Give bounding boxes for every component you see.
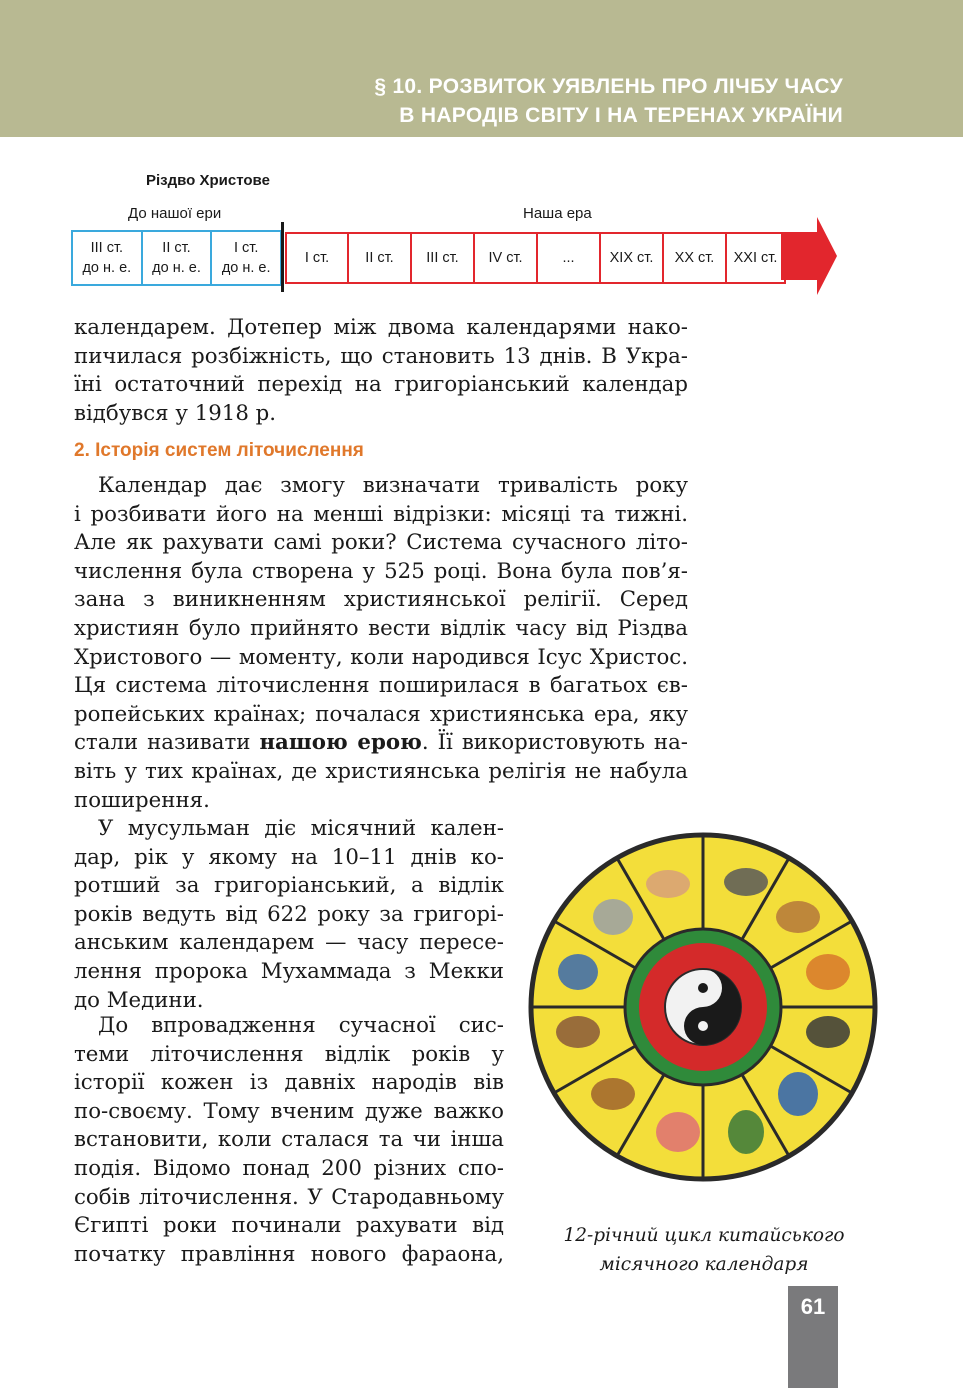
text-line: зана з виникненням християнської релігії. Серед: [74, 587, 688, 613]
text-line: теми літочислення відлік років у: [74, 1041, 504, 1067]
paragraph-era-system: [74, 472, 688, 815]
text-line: Єгипті роки починали рахувати від: [74, 1213, 504, 1239]
chinese-zodiac-wheel-illustration: [528, 832, 878, 1182]
chapter-title-line-2: В НАРОДІВ СВІТУ І НА ТЕРЕНАХ УКРАЇНИ: [399, 104, 843, 127]
paragraph-calendar-difference: [74, 314, 688, 428]
text-line: лення пророка Мухаммада з Мекки: [74, 958, 504, 984]
timeline-bc-suffix: до н. е.: [221, 260, 271, 276]
timeline-ad-cell: ...: [538, 234, 601, 282]
text-line: Ця система літочислення поширилася в багатьох єв-: [74, 673, 688, 699]
text-line: числення була створена у 525 році. Вона була пов’я-: [74, 558, 688, 584]
timeline-bc-cell: [73, 232, 143, 284]
text-line: їні остаточний перехід на григоріанський календар: [74, 372, 688, 398]
text-line: до Медини.: [74, 987, 204, 1013]
section-title: 2. Історія систем літочислення: [74, 440, 364, 461]
timeline-ad-cell: XXI ст.: [733, 250, 778, 266]
text-line: анським календарем — часу пересе-: [74, 930, 504, 956]
text-line: дар, рік у якому на 10–11 днів ко-: [74, 844, 504, 870]
timeline-bc-cell: [143, 232, 213, 284]
text-line: Календар дає змогу визначати тривалість року: [98, 473, 688, 498]
timeline-bc-suffix: до н. е.: [82, 260, 132, 276]
timeline-bc-century: I ст.: [233, 240, 259, 256]
text-line: пичилася розбіжність, що становить 13 днів. В Укра-: [74, 343, 688, 369]
timeline-ad-cell: I ст.: [287, 234, 349, 282]
text-line: Христового — моменту, коли народився Ісус Христос.: [74, 644, 688, 670]
text-line: початку правління нового фараона,: [74, 1241, 504, 1267]
timeline-bc-label: До нашої ери: [128, 205, 222, 222]
text-line: встановити, коли сталася та чи інша: [74, 1127, 504, 1153]
timeline-bc-century: II ст.: [162, 240, 191, 256]
caption-line: місячного календаря: [599, 1254, 809, 1275]
timeline-ad-group: [285, 232, 786, 284]
figure-caption: [545, 1221, 863, 1279]
chapter-title: [374, 72, 843, 130]
text-line: календарем. Дотепер між двома календарями нако-: [74, 315, 688, 340]
text-line: У мусульман діє місячний кален-: [98, 816, 504, 841]
paragraph-ancient-systems: [74, 1012, 504, 1269]
text-span: . Її використовують на-: [421, 730, 688, 756]
timeline-divider: [281, 222, 284, 292]
text-line: історії кожен із давніх народів вів: [74, 1070, 504, 1096]
text-line: по-своєму. Тому вченим дуже важко: [74, 1098, 504, 1124]
timeline-bc-cell: [212, 232, 280, 284]
text-line: ротший за григоріанський, а відлік: [74, 873, 504, 899]
timeline-ad-label: Наша ера: [523, 205, 592, 222]
chapter-header: [0, 0, 963, 137]
text-line: віть у тих країнах, де християнська релігія не набула: [74, 758, 688, 784]
timeline-ad-cell: XX ст.: [664, 234, 727, 282]
timeline-bc-suffix: до н. е.: [152, 260, 201, 276]
timeline-birth-label: Різдво Христове: [146, 172, 270, 189]
text-line: поширення.: [74, 787, 210, 813]
text-line: Але як рахувати самі роки? Система сучасного літо-: [74, 530, 688, 556]
text-line: подія. Відомо понад 200 різних спо-: [74, 1155, 504, 1181]
text-line: До впровадження сучасної сис-: [98, 1013, 504, 1038]
page-number-tab: [788, 1286, 838, 1388]
chapter-title-line-1: § 10. РОЗВИТОК УЯВЛЕНЬ ПРО ЛІЧБУ ЧАСУ: [374, 75, 843, 98]
timeline-ad-cell: III ст.: [412, 234, 475, 282]
timeline-ad-cell: II ст.: [349, 234, 412, 282]
text-line: відбувся у 1918 р.: [74, 400, 277, 426]
text-line: ропейських країнах; почалася християнська ера, яку: [74, 701, 688, 727]
timeline-ad-cell: IV ст.: [475, 234, 538, 282]
text-line: християн було прийнято вести відлік часу від Різдва: [74, 615, 688, 641]
page-number: 61: [800, 1294, 826, 1319]
timeline-bc-group: [71, 230, 282, 286]
caption-line: 12-річний цикл китайського: [563, 1225, 845, 1246]
timeline-arrow-icon: [781, 217, 837, 295]
text-line: років ведуть від 622 року за григорі-: [74, 901, 504, 927]
timeline-ad-cell: XIX ст.: [601, 234, 664, 282]
timeline-bc-century: III ст.: [90, 240, 124, 256]
text-line: і розбивати його на менші відрізки: місяці та тижні.: [74, 501, 688, 527]
text-span: стали називати: [74, 730, 260, 756]
paragraph-muslim-calendar: [74, 815, 504, 1015]
text-line: [74, 729, 688, 758]
term-our-era: нашою ерою: [259, 730, 422, 756]
text-line: собів літочислення. У Стародавньому: [74, 1184, 504, 1210]
